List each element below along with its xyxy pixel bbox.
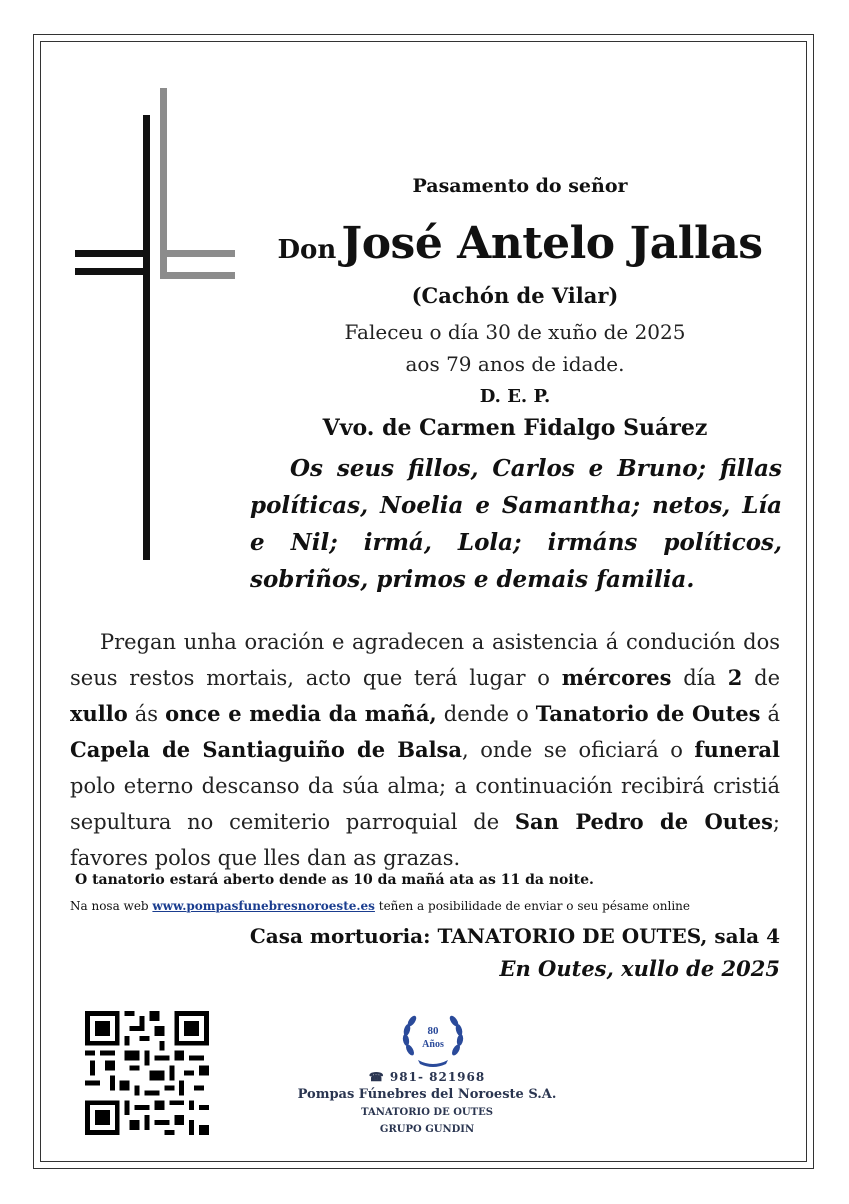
website-link[interactable]: www.pompasfunebresnoroeste.es xyxy=(152,899,375,913)
deceased-name: José Antelo Jallas xyxy=(341,218,763,269)
age-text: aos 79 anos de idade. xyxy=(405,352,625,376)
death-date: Faleceu o día 30 de xuño de 2025 xyxy=(344,320,686,344)
qr-code-icon xyxy=(85,1011,209,1135)
phone-number: ☎ 981- 821968 xyxy=(368,1070,486,1084)
widower-text: Vvo. de Carmen Fidalgo Suárez xyxy=(322,415,708,441)
intro-text: Pasamento do señor xyxy=(412,175,628,197)
family-paragraph: Os seus fillos, Carlos e Bruno; fillas políticas, Noelia e Samantha; netos, Lía e Nil; irmá, Lola; irmáns políticos, sobriños, primos e demais familia. xyxy=(250,455,782,593)
inner-border xyxy=(40,41,807,1162)
mortuary-text: Casa mortuoria: TANATORIO DE OUTES, sala 4 xyxy=(249,924,780,948)
group-name: GRUPO GUNDIN xyxy=(379,1124,475,1135)
web-note: Na nosa web www.pompasfunebresnoroeste.es teñen a posibilidade de enviar o seu pésame online xyxy=(70,899,690,913)
tanatorio-name: TANATORIO DE OUTES xyxy=(361,1107,493,1118)
nickname: (Cachón de Vilar) xyxy=(411,283,619,308)
honorific: Don xyxy=(277,235,337,265)
opening-hours-note: O tanatorio estará aberto dende as 10 da mañá ata as 11 da noite. xyxy=(75,872,594,888)
badge-number: 80 xyxy=(427,1025,439,1037)
rip-text: D. E. P. xyxy=(479,386,551,407)
anniversary-badge-icon xyxy=(400,1010,466,1070)
company-name: Pompas Fúnebres del Noroeste S.A. xyxy=(297,1087,557,1102)
funeral-paragraph: Pregan unha oración e agradecen a asistencia á condución dos seus restos mortais, acto que terá lugar o mércores día 2 de xullo ás once e media da mañá, dende o Tanatorio de Outes á Capela de Santiaguiño de Balsa, onde se oficiará o funeral polo eterno descanso da súa alma; a continuación recibirá cristiá sepultura no cemiterio parroquial de San Pedro de Outes; favores polos que lles dan as grazas. xyxy=(70,630,781,870)
badge-word: Años xyxy=(422,1039,444,1050)
place-date: En Outes, xullo de 2025 xyxy=(499,956,780,981)
deceased-name-line xyxy=(240,218,800,269)
